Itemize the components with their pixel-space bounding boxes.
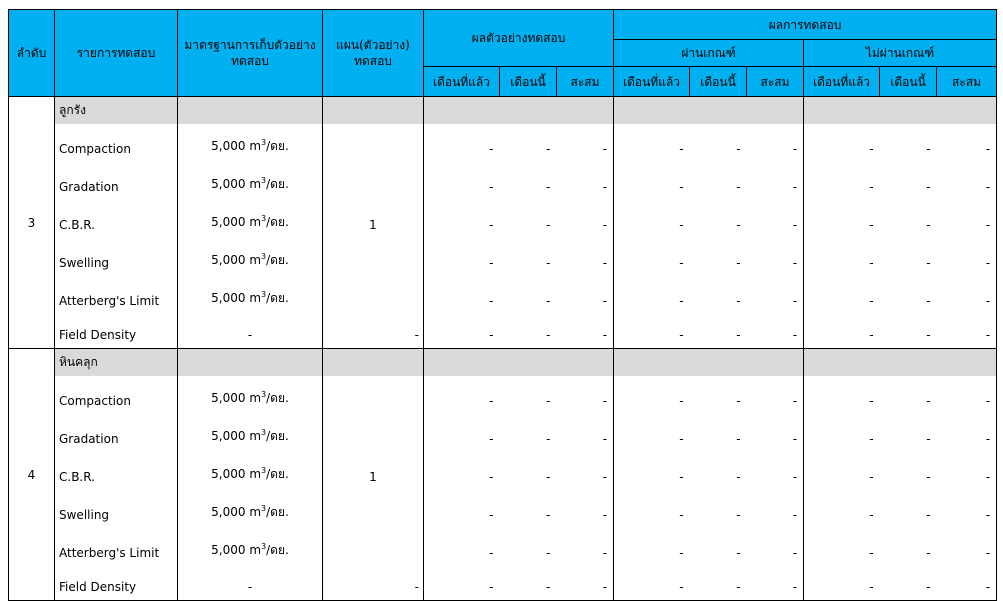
test-name: Gradation bbox=[55, 162, 178, 200]
value-cell: - bbox=[747, 200, 804, 238]
value-cell: - bbox=[736, 470, 741, 484]
value-cell: - bbox=[937, 452, 997, 490]
value-cell: - bbox=[557, 238, 614, 276]
value-cell: - bbox=[926, 432, 931, 446]
value-cell: - bbox=[736, 294, 741, 308]
value-cell: - bbox=[736, 142, 741, 156]
standard-unit: /ดย. bbox=[266, 291, 289, 305]
standard-unit: /ดย. bbox=[266, 139, 289, 153]
standard-unit: /ดย. bbox=[266, 467, 289, 481]
test-name: Compaction bbox=[55, 376, 178, 414]
sampling-standard bbox=[178, 276, 323, 314]
value-cell: - bbox=[937, 490, 997, 528]
test-name: Field Density bbox=[55, 566, 178, 601]
value-cell: - bbox=[869, 142, 874, 156]
standard-value: 5,000 m bbox=[211, 505, 262, 519]
sampling-standard bbox=[178, 162, 323, 200]
category-label: หินคลุก bbox=[55, 349, 178, 377]
value-cell: - bbox=[736, 546, 741, 560]
header-fail-cumulative: สะสม bbox=[937, 67, 997, 97]
value-cell: - bbox=[679, 294, 684, 308]
table-row bbox=[9, 414, 997, 452]
plan-cell bbox=[323, 276, 424, 314]
standard-value: 5,000 m bbox=[211, 391, 262, 405]
standard-exponent: 3 bbox=[261, 390, 267, 399]
table-row bbox=[9, 200, 997, 238]
plan-value: 1 bbox=[323, 200, 424, 238]
value-cell: - bbox=[557, 276, 614, 314]
value-cell: - bbox=[546, 142, 551, 156]
value-cell: - bbox=[869, 180, 874, 194]
standard-exponent: 3 bbox=[261, 214, 267, 223]
value-cell: - bbox=[937, 276, 997, 314]
value-cell: - bbox=[679, 432, 684, 446]
value-cell: - bbox=[736, 218, 741, 232]
plan-cell bbox=[323, 414, 424, 452]
value-cell: - bbox=[489, 394, 494, 408]
value-cell: - bbox=[926, 180, 931, 194]
standard-unit: /ดย. bbox=[266, 429, 289, 443]
plan-cell bbox=[323, 528, 424, 566]
value-cell: - bbox=[736, 508, 741, 522]
value-cell: - bbox=[937, 314, 997, 349]
value-cell: - bbox=[747, 162, 804, 200]
table-row bbox=[9, 452, 997, 490]
value-cell: - bbox=[679, 256, 684, 270]
value-cell: - bbox=[546, 180, 551, 194]
sampling-standard bbox=[178, 528, 323, 566]
value-cell: - bbox=[747, 276, 804, 314]
test-name: Gradation bbox=[55, 414, 178, 452]
value-cell: - bbox=[747, 314, 804, 349]
header-items: รายการทดสอบ bbox=[55, 10, 178, 97]
header-samples-cumulative: สะสม bbox=[557, 67, 614, 97]
standard-unit: /ดย. bbox=[266, 253, 289, 267]
value-cell: - bbox=[557, 314, 614, 349]
value-cell: - bbox=[869, 294, 874, 308]
value-cell: - bbox=[937, 566, 997, 601]
plan-cell bbox=[323, 124, 424, 162]
plan-cell bbox=[323, 162, 424, 200]
value-cell: - bbox=[679, 508, 684, 522]
plan-value: 1 bbox=[323, 452, 424, 490]
header-standard: มาตรฐานการเก็บตัวอย่างทดสอบ bbox=[178, 10, 323, 97]
value-cell: - bbox=[614, 314, 690, 349]
value-cell: - bbox=[500, 566, 557, 601]
header-pass-this-month: เดือนนี้ bbox=[690, 67, 747, 97]
value-cell: - bbox=[557, 566, 614, 601]
standard-value: - bbox=[247, 580, 253, 594]
standard-value: 5,000 m bbox=[211, 177, 262, 191]
sampling-standard bbox=[178, 124, 323, 162]
value-cell: - bbox=[557, 490, 614, 528]
value-cell: - bbox=[489, 256, 494, 270]
table-row bbox=[9, 376, 997, 414]
value-cell: - bbox=[489, 218, 494, 232]
standard-value: 5,000 m bbox=[211, 215, 262, 229]
value-cell: - bbox=[937, 124, 997, 162]
value-cell: - bbox=[690, 566, 747, 601]
value-cell: - bbox=[869, 218, 874, 232]
header-pass-last-month: เดือนที่แล้ว bbox=[614, 67, 690, 97]
value-cell: - bbox=[937, 376, 997, 414]
value-cell: - bbox=[747, 414, 804, 452]
sampling-standard bbox=[178, 238, 323, 276]
header-fail: ไม่ผ่านเกณฑ์ bbox=[804, 40, 997, 67]
test-name: Compaction bbox=[55, 124, 178, 162]
value-cell: - bbox=[926, 470, 931, 484]
sampling-standard bbox=[178, 490, 323, 528]
sampling-standard bbox=[178, 452, 323, 490]
value-cell: - bbox=[747, 452, 804, 490]
value-cell: - bbox=[546, 256, 551, 270]
row-index: 3 bbox=[9, 97, 55, 349]
row-index: 4 bbox=[9, 349, 55, 601]
value-cell: - bbox=[557, 124, 614, 162]
value-cell: - bbox=[926, 394, 931, 408]
value-cell: - bbox=[489, 546, 494, 560]
value-cell: - bbox=[679, 470, 684, 484]
value-cell: - bbox=[546, 432, 551, 446]
header-plan: แผน(ตัวอย่าง) ทดสอบ bbox=[323, 10, 424, 97]
standard-exponent: 3 bbox=[261, 290, 267, 299]
value-cell: - bbox=[937, 528, 997, 566]
value-cell: - bbox=[736, 256, 741, 270]
plan-cell bbox=[323, 490, 424, 528]
value-cell: - bbox=[546, 508, 551, 522]
table-row bbox=[9, 314, 997, 349]
value-cell: - bbox=[937, 200, 997, 238]
test-name: C.B.R. bbox=[55, 200, 178, 238]
test-name: Atterberg's Limit bbox=[55, 276, 178, 314]
value-cell: - bbox=[679, 394, 684, 408]
standard-value: 5,000 m bbox=[211, 429, 262, 443]
table-row bbox=[9, 276, 997, 314]
value-cell: - bbox=[869, 432, 874, 446]
header-pass: ผ่านเกณฑ์ bbox=[614, 40, 804, 67]
value-cell: - bbox=[869, 546, 874, 560]
sampling-standard bbox=[178, 200, 323, 238]
category-row bbox=[9, 349, 997, 377]
value-cell: - bbox=[557, 162, 614, 200]
standard-value: 5,000 m bbox=[211, 543, 262, 557]
test-results-table bbox=[8, 9, 997, 601]
standard-unit: /ดย. bbox=[266, 391, 289, 405]
standard-value: 5,000 m bbox=[211, 253, 262, 267]
value-cell: - bbox=[747, 528, 804, 566]
value-cell: - bbox=[869, 508, 874, 522]
standard-exponent: 3 bbox=[261, 466, 267, 475]
plan-cell bbox=[323, 376, 424, 414]
value-cell: - bbox=[679, 218, 684, 232]
value-cell: - bbox=[679, 546, 684, 560]
header-samples: ผลตัวอย่างทดสอบ bbox=[424, 10, 614, 67]
value-cell: - bbox=[489, 470, 494, 484]
value-cell: - bbox=[926, 218, 931, 232]
standard-exponent: 3 bbox=[261, 542, 267, 551]
value-cell: - bbox=[736, 394, 741, 408]
test-name: C.B.R. bbox=[55, 452, 178, 490]
value-cell: - bbox=[557, 528, 614, 566]
value-cell: - bbox=[869, 470, 874, 484]
category-row bbox=[9, 97, 997, 125]
value-cell: - bbox=[679, 180, 684, 194]
standard-unit: /ดย. bbox=[266, 505, 289, 519]
value-cell: - bbox=[500, 314, 557, 349]
standard-exponent: 3 bbox=[261, 138, 267, 147]
value-cell: - bbox=[489, 294, 494, 308]
value-cell: - bbox=[804, 566, 880, 601]
value-cell: - bbox=[880, 566, 937, 601]
value-cell: - bbox=[869, 394, 874, 408]
test-name: Swelling bbox=[55, 490, 178, 528]
standard-exponent: 3 bbox=[261, 252, 267, 261]
standard-unit: /ดย. bbox=[266, 177, 289, 191]
value-cell: - bbox=[926, 294, 931, 308]
value-cell: - bbox=[736, 432, 741, 446]
plan-dash: - bbox=[323, 314, 424, 349]
header-order: ลำดับ bbox=[9, 10, 55, 97]
value-cell: - bbox=[424, 314, 500, 349]
value-cell: - bbox=[557, 414, 614, 452]
value-cell: - bbox=[747, 124, 804, 162]
standard-value: - bbox=[247, 328, 253, 342]
standard-value: 5,000 m bbox=[211, 467, 262, 481]
value-cell: - bbox=[937, 238, 997, 276]
value-cell: - bbox=[747, 566, 804, 601]
value-cell: - bbox=[747, 490, 804, 528]
header-fail-this-month: เดือนนี้ bbox=[880, 67, 937, 97]
value-cell: - bbox=[424, 566, 500, 601]
sampling-standard bbox=[178, 314, 323, 349]
value-cell: - bbox=[546, 470, 551, 484]
value-cell: - bbox=[926, 142, 931, 156]
value-cell: - bbox=[926, 508, 931, 522]
table-row bbox=[9, 566, 997, 601]
plan-cell bbox=[323, 238, 424, 276]
value-cell: - bbox=[926, 256, 931, 270]
value-cell: - bbox=[546, 218, 551, 232]
value-cell: - bbox=[489, 180, 494, 194]
value-cell: - bbox=[614, 566, 690, 601]
value-cell: - bbox=[557, 376, 614, 414]
value-cell: - bbox=[546, 294, 551, 308]
test-name: Field Density bbox=[55, 314, 178, 349]
value-cell: - bbox=[489, 508, 494, 522]
header-fail-last-month: เดือนที่แล้ว bbox=[804, 67, 880, 97]
value-cell: - bbox=[747, 376, 804, 414]
table-row bbox=[9, 124, 997, 162]
value-cell: - bbox=[546, 546, 551, 560]
sampling-standard bbox=[178, 414, 323, 452]
value-cell: - bbox=[937, 414, 997, 452]
value-cell: - bbox=[489, 432, 494, 446]
header-results: ผลการทดสอบ bbox=[614, 10, 997, 40]
table-row bbox=[9, 490, 997, 528]
table-row bbox=[9, 528, 997, 566]
standard-exponent: 3 bbox=[261, 428, 267, 437]
value-cell: - bbox=[679, 142, 684, 156]
standard-unit: /ดย. bbox=[266, 215, 289, 229]
table-row bbox=[9, 238, 997, 276]
sampling-standard bbox=[178, 376, 323, 414]
standard-value: 5,000 m bbox=[211, 139, 262, 153]
standard-value: 5,000 m bbox=[211, 291, 262, 305]
test-name: Atterberg's Limit bbox=[55, 528, 178, 566]
value-cell: - bbox=[926, 546, 931, 560]
header-pass-cumulative: สะสม bbox=[747, 67, 804, 97]
value-cell: - bbox=[546, 394, 551, 408]
standard-exponent: 3 bbox=[261, 504, 267, 513]
header-samples-last-month: เดือนที่แล้ว bbox=[424, 67, 500, 97]
value-cell: - bbox=[747, 238, 804, 276]
value-cell: - bbox=[736, 180, 741, 194]
header-samples-this-month: เดือนนี้ bbox=[500, 67, 557, 97]
value-cell: - bbox=[557, 200, 614, 238]
value-cell: - bbox=[690, 314, 747, 349]
plan-dash: - bbox=[323, 566, 424, 601]
value-cell: - bbox=[489, 142, 494, 156]
standard-exponent: 3 bbox=[261, 176, 267, 185]
table-row bbox=[9, 162, 997, 200]
value-cell: - bbox=[557, 452, 614, 490]
value-cell: - bbox=[869, 256, 874, 270]
category-label: ลูกรัง bbox=[55, 97, 178, 125]
standard-unit: /ดย. bbox=[266, 543, 289, 557]
sampling-standard bbox=[178, 566, 323, 601]
value-cell: - bbox=[804, 314, 880, 349]
value-cell: - bbox=[937, 162, 997, 200]
test-name: Swelling bbox=[55, 238, 178, 276]
value-cell: - bbox=[880, 314, 937, 349]
